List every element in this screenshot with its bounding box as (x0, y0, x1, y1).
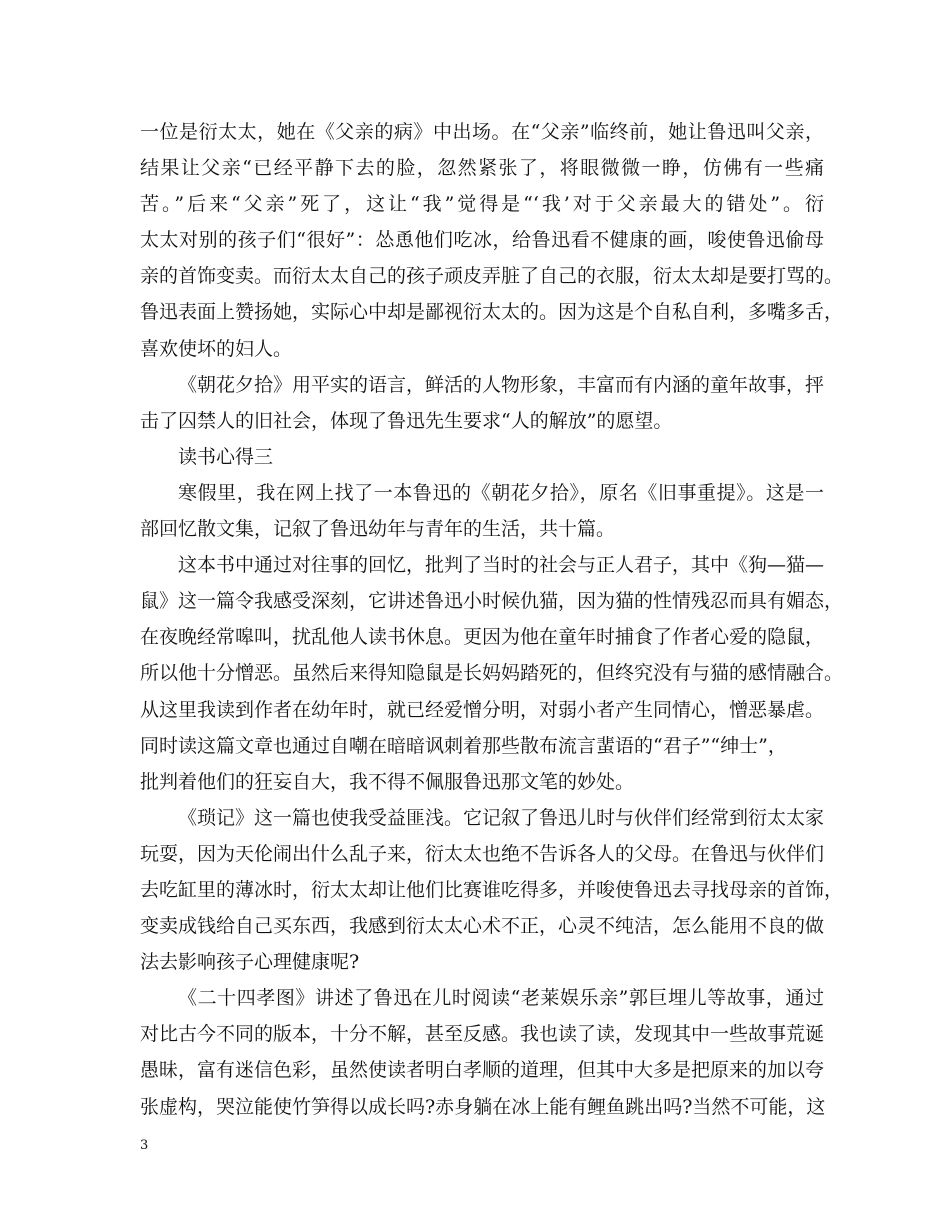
text-line: 鼠》这一篇令我感受深刻，它讲述鲁迅小时候仇猫，因为猫的性情残忍而具有媚态， (140, 590, 844, 613)
text-line: 《二十四孝图》讲述了鲁迅在儿时阅读“老莱娱乐亲”郭巨埋儿等故事，通过 (178, 987, 824, 1010)
text-line: 法去影响孩子心理健康呢? (140, 951, 360, 974)
body-text (140, 114, 844, 1125)
page-number: 3 (140, 1138, 149, 1153)
text-line: 这本书中通过对往事的回忆，批判了当时的社会与正人君子，其中《狗—猫— (178, 554, 825, 577)
text-line: 批判着他们的狂妄自大，我不得不佩服鲁迅那文笔的妙处。 (140, 770, 635, 793)
text-line: 《朝花夕拾》用平实的语言，鲜活的人物形象，丰富而有内涵的童年故事，抨 (178, 373, 825, 396)
text-line: 《琐记》这一篇也使我受益匪浅。它记叙了鲁迅儿时与伙伴们经常到衍太太家 (178, 806, 825, 829)
text-line: 一位是衍太太，她在《父亲的病》中出场。在“父亲”临终前，她让鲁迅叫父亲， (140, 121, 824, 143)
text-line: 愚昧，富有迷信色彩，虽然使读者明白孝顺的道理，但其中大多是把原来的加以夸 (140, 1059, 825, 1082)
text-line: 同时读这篇文章也通过自嘲在暗暗讽刺着那些散布流言蜚语的“君子”“绅士”， (140, 734, 787, 757)
text-line: 张虚构，哭泣能使竹笋得以成长吗?赤身躺在冰上能有鲤鱼跳出吗?当然不可能，这 (140, 1095, 826, 1118)
text-line: 寒假里，我在网上找了一本鲁迅的《朝花夕拾》，原名《旧事重提》。这是一 (178, 481, 824, 504)
text-line: 亲的首饰变卖。而衍太太自己的孩子顽皮弄脏了自己的衣服，衍太太却是要打骂的。 (140, 265, 844, 288)
text-line: 去吃缸里的薄冰时，衍太太却让他们比赛谁吃得多，并唆使鲁迅去寻找母亲的首饰， (140, 878, 844, 901)
text-line: 从这里我读到作者在幼年时，就已经爱憎分明，对弱小者产生同情心，憎恶暴虐。 (140, 698, 825, 721)
text-line: 苦。”后来“父亲”死了，这让“我”觉得是“‘我’对于父亲最大的错处”。衍 (140, 193, 824, 216)
text-line: 所以他十分憎恶。虽然后来得知隐鼠是长妈妈踏死的，但终究没有与猫的感情融合。 (140, 662, 844, 685)
text-line: 变卖成钱给自己买东西，我感到衍太太心术不正，心灵不纯洁，怎么能用不良的做 (140, 915, 825, 938)
section-heading: 读书心得三 (178, 445, 274, 468)
text-line: 对比古今不同的版本，十分不解，甚至反感。我也读了读，发现其中一些故事荒诞 (140, 1023, 825, 1046)
text-line: 击了囚禁人的旧社会，体现了鲁迅先生要求“人的解放”的愿望。 (140, 409, 673, 432)
text-line: 鲁迅表面上赞扬她，实际心中却是鄙视衍太太的。因为这是个自私自利，多嘴多舌， (140, 301, 844, 324)
text-line: 结果让父亲“已经平静下去的脸，忽然紧张了，将眼微微一睁，仿佛有一些痛 (140, 157, 824, 180)
text-line: 在夜晚经常嗥叫，扰乱他人读书休息。更因为他在童年时捕食了作者心爱的隐鼠， (140, 626, 825, 649)
text-line: 太太对别的孩子们“很好”：怂恿他们吃冰，给鲁迅看不健康的画，唆使鲁迅偷母 (140, 229, 824, 252)
text-line: 玩耍，因为天伦闹出什么乱子来，衍太太也绝不告诉各人的父母。在鲁迅与伙伴们 (140, 842, 825, 865)
text-line: 部回忆散文集，记叙了鲁迅幼年与青年的生活，共十篇。 (140, 518, 616, 541)
text-line: 喜欢使坏的妇人。 (140, 337, 293, 360)
